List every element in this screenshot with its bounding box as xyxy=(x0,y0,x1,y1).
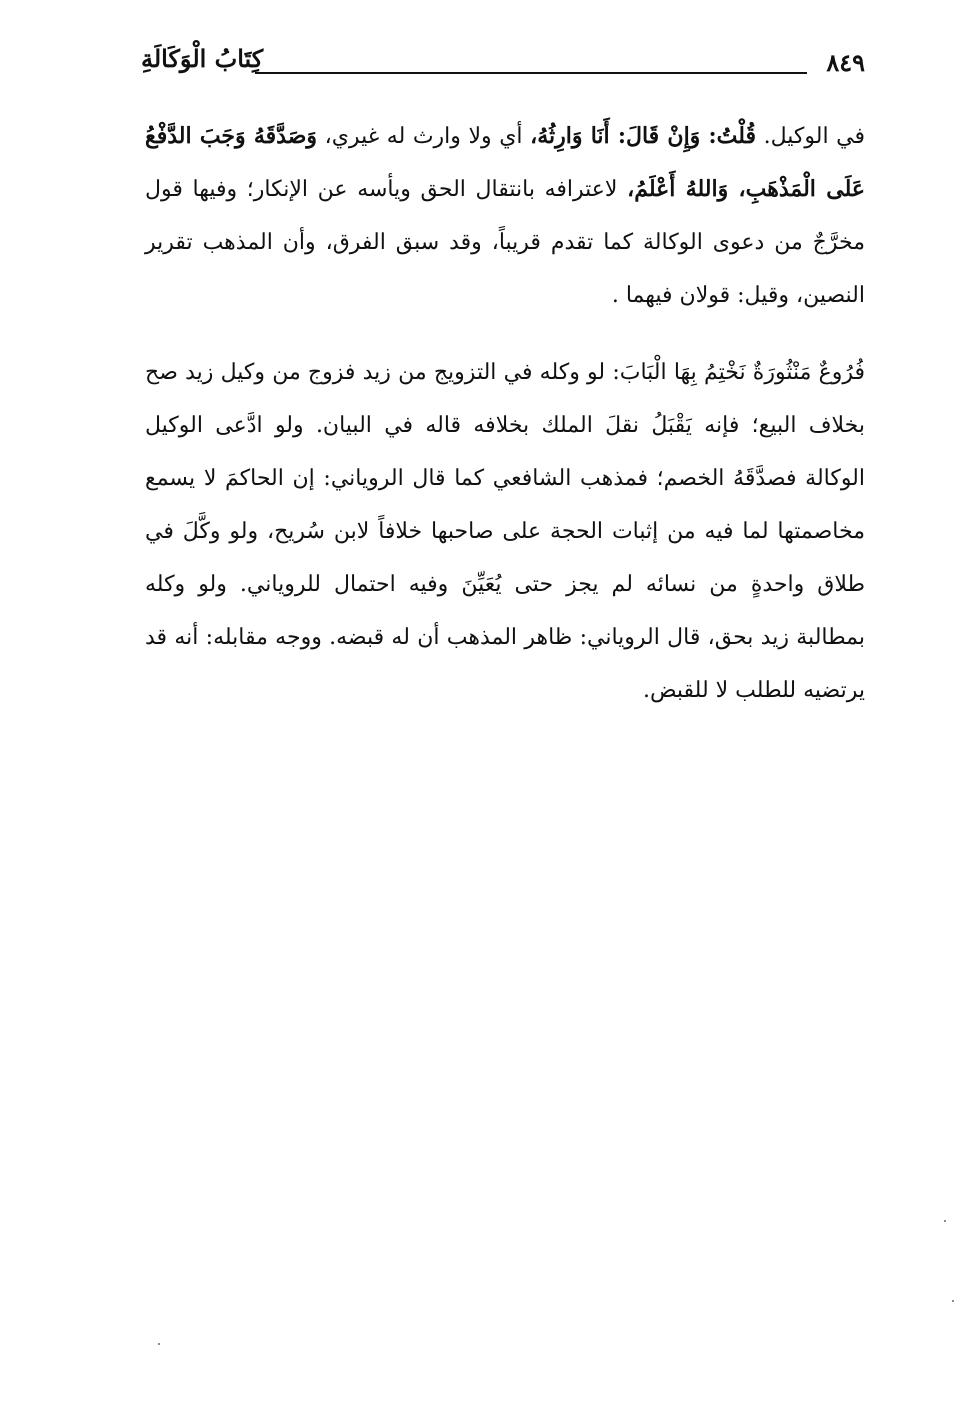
header-rule xyxy=(255,72,807,74)
text-segment: لو وكله في التزويج من زيد فزوج من وكيل زيد صح بخلاف البيع؛ فإنه يَقْبَلُ نقلَ الملك بخلافه قاله في البيان. ولو ادَّعى الوكيل الوكالة فصدَّقَهُ الخصم؛ فمذهب الشافعي كما قال الروياني: إن الحاكمَ لا يسمع مخاصمتها لما فيه من إثبات الحجة على صاحبها خلافاً لابن سُريح، ولو وكَّلَ في طلاق واحدةٍ من نسائه لم يجز حتى يُعَيِّنَ وفيه احتمال للروياني. ولو وكله بمطالبة زيد بحق، قال الروياني: ظاهر المذهب أن له قبضه. ووجه مقابله: أنه قد يرتضيه للطلب لا للقبض. xyxy=(145,360,865,703)
bold-text-segment: قُلْتُ: وَإِنْ قَالَ: أَنَا وَارِثُهُ، xyxy=(530,123,757,149)
paragraph-wakil-inheritance xyxy=(145,110,865,322)
running-header xyxy=(135,38,865,86)
running-header-title: كِتَابُ الْوَكَالَةِ xyxy=(141,44,264,73)
scan-speck xyxy=(944,1220,946,1222)
scan-speck xyxy=(952,1300,954,1302)
scan-speck xyxy=(158,1343,160,1345)
text-segment: لاعترافه بانتقال الحق ويأسه عن الإنكار؛ وفيها قول مخرَّجٌ من دعوى الوكالة كما تقدم قريباً، وقد سبق الفرق، وأن المذهب تقرير النصين، وقيل: قولان فيهما . xyxy=(145,177,865,308)
bold-text-segment: وَصَدَّقَهُ وَجَبَ الدَّفْعُ عَلَى الْمَذْهَبِ، وَاللهُ أَعْلَمُ، xyxy=(145,123,865,202)
text-segment: في الوكيل. xyxy=(756,124,865,149)
body-text xyxy=(145,110,865,717)
paragraph-scattered-branches xyxy=(145,346,865,717)
text-segment: فُرُوعٌ مَنْثُورَةٌ نَخْتِمُ بِهَا الْبَابَ: xyxy=(612,360,865,385)
text-segment: أي ولا وارث له غيري، xyxy=(317,124,531,149)
page-number: ٨٤٩ xyxy=(826,48,865,77)
